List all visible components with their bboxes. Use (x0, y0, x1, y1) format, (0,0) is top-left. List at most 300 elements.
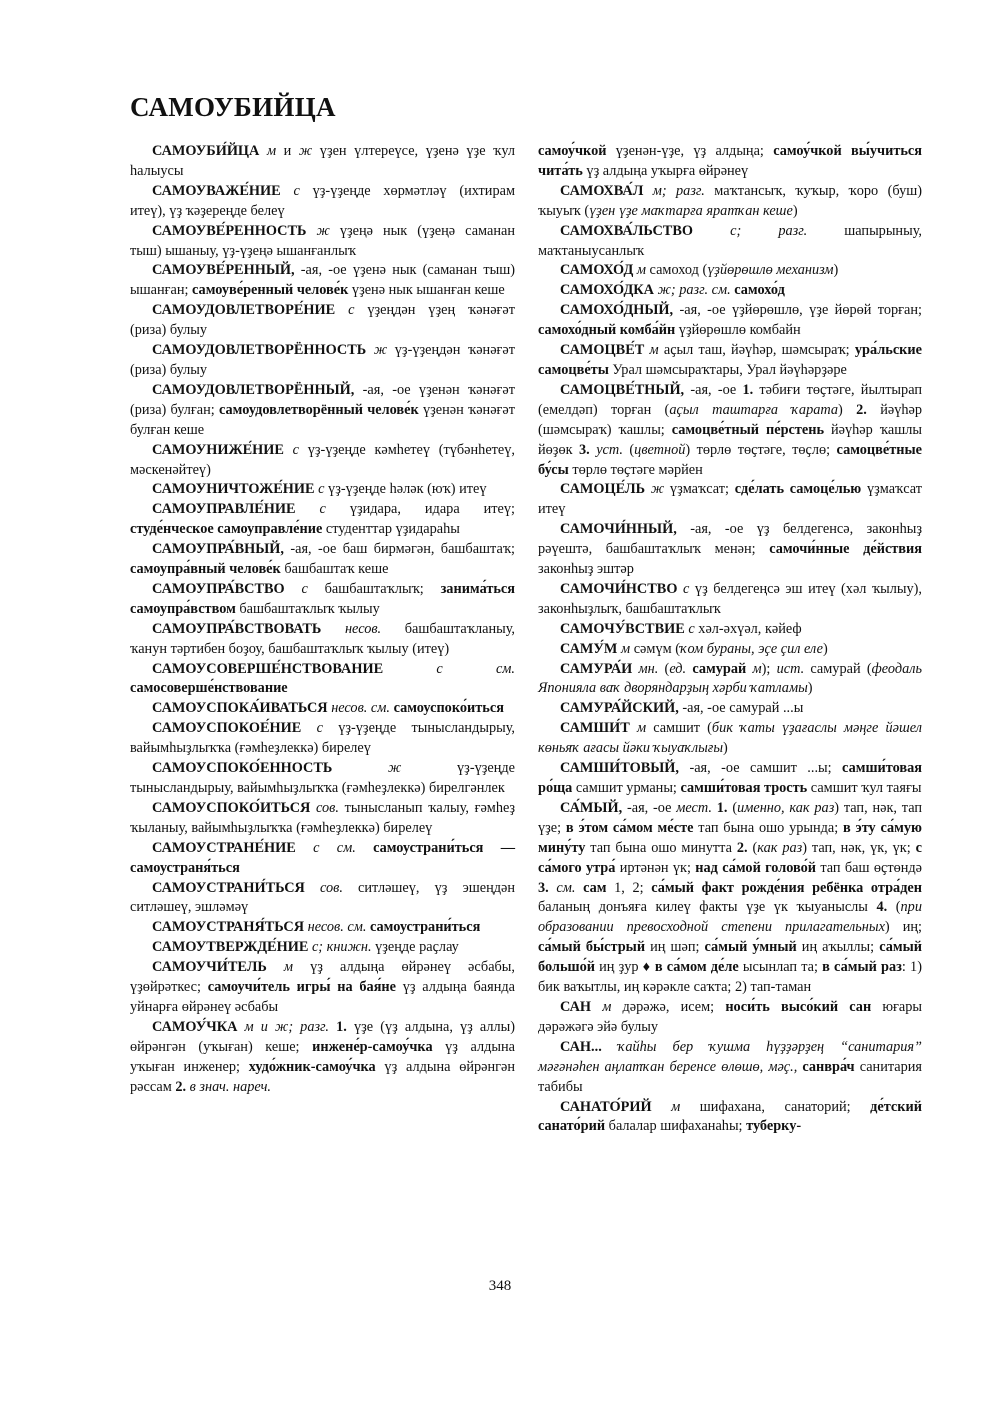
definition-text: үҙеңдән үҙең ҡәнәғәт (риза) булыу (130, 302, 515, 339)
dictionary-entry (130, 759, 515, 799)
dictionary-entry (538, 1098, 922, 1138)
example-phrase: самши́товая ро́ща (538, 760, 922, 796)
example-phrase: 2. (736, 839, 748, 856)
grammar-label: ист. (776, 660, 805, 677)
example-phrase: студе́нческое самоуправле́ние (130, 521, 323, 538)
example-phrase: 3. (579, 441, 590, 458)
grammar-label: с (348, 302, 355, 319)
definition-text: тап бына ошо минутта (585, 839, 737, 856)
definition-text: законһыҙ эштәр (538, 561, 634, 578)
grammar-label: м (636, 262, 646, 279)
definition-text: баланың донъяға килеү факты үҙе үк ҡыуаныслы (538, 899, 877, 916)
dictionary-entry (130, 261, 515, 301)
example-phrase: са́мый у́мный (704, 939, 797, 956)
example-phrase: в са́мый раз (822, 959, 902, 976)
definition-text: үҙ алдыңа баянда уйнарға өйрәнеү әсбабы (130, 979, 515, 1015)
definition-text: -ая, -ое (684, 381, 743, 398)
example-phrase: 2. (856, 401, 867, 418)
headword: САМОЦЕ́ЛЬ (560, 481, 646, 498)
grammar-label: м и ж; разг. (244, 1018, 330, 1035)
example-phrase: самши́товая трость (680, 780, 808, 796)
dictionary-entry (130, 441, 515, 481)
definition-text (652, 1099, 672, 1115)
definition-text: -ая, -ое үҙ белдегенсә, законһыҙ рәүештә, башбаштаҡлыҡ менән; (538, 521, 922, 558)
example-phrase: сде́лать самоце́лью (734, 481, 862, 498)
definition-text: ( (658, 660, 670, 677)
grammar-label: с см. (436, 660, 515, 677)
headword: САМОУНИЖЕ́НИЕ (152, 441, 284, 458)
example-phrase: сам (583, 879, 607, 896)
dictionary-entry (538, 261, 922, 281)
definition-text: 1, 2; (606, 879, 652, 896)
page-header: САМОУБИЙЦА (130, 92, 336, 122)
dictionary-entry (538, 799, 922, 998)
headword: САМОУСТРАНИ́ТЬСЯ (152, 879, 305, 896)
definition-text: үҙ-үҙеңде хөрмәтләү (ихтирам итеү), үҙ ҡәҙереңде белеү (130, 182, 515, 219)
definition-text: ) (823, 640, 828, 657)
definition-text: шапырыныу, маҡтаныусанлыҡ (538, 222, 922, 259)
headword: САМОУСПОКОЕ́НИЕ (152, 720, 302, 737)
example-phrase: самоучи́тель игры́ на бая́не (207, 979, 397, 996)
headword: САМОЦВЕ́Т (560, 342, 645, 359)
definition-text: үҙ алдыңа өйрәнеү әсбабы, үҙөйрәткес; (130, 959, 515, 996)
definition-text: ( (887, 899, 901, 916)
grammar-label: с (316, 720, 323, 737)
dictionary-entry (538, 660, 922, 700)
dictionary-entry (130, 938, 515, 958)
definition-text: ысынлап та; (738, 959, 823, 976)
grammar-label: ж (373, 342, 388, 359)
definition-text: үҙмаҡсат итеү (538, 481, 922, 518)
definition-text (259, 143, 267, 159)
dictionary-entry (538, 719, 922, 759)
example-phrase: санвра́ч (802, 1058, 855, 1075)
example-phrase: 1. (716, 799, 728, 816)
definition-text (281, 183, 294, 199)
headword: САМУРА́ЙСКИЙ, (560, 700, 679, 717)
example-phrase: самоустрани́ться (370, 919, 481, 936)
example-phrase: самоуве́ренный челове́к (192, 282, 349, 299)
definition-text: йәүһәр (шәмсыраҡ) ҡашлы; (538, 401, 922, 438)
grammar-label: м (602, 998, 612, 1015)
grammar-label: мн. (638, 660, 659, 677)
dictionary-entry (538, 381, 922, 481)
grammar-label: с см. (313, 839, 356, 856)
example-phrase: ура́льские самоцве́ты (538, 342, 922, 378)
grammar-label: с (292, 441, 300, 458)
headword: САМОУДОВЛЕТВОРЁННОСТЬ (152, 342, 367, 359)
definition-text: сәмүм ( (630, 640, 680, 657)
definition-text: үҙенән-үҙе, үҙ алдыңа; (606, 143, 774, 159)
example-phrase: туберку- (746, 1118, 802, 1135)
definition-text: -ая, -ое үҙенә нык (саманан тыш) ышанған; (130, 262, 515, 299)
definition-text: үҙидара, идара итеү; (325, 501, 515, 518)
grammar-label: м (671, 1098, 681, 1115)
definition-text: самшит ( (646, 720, 712, 737)
headword: САМОЦВЕ́ТНЫЙ, (560, 381, 685, 398)
definition-text: үҙенә нык ышанған кеше (348, 282, 505, 299)
example-phrase: самочи́нные де́йствия (769, 541, 923, 558)
definition-text: ) тап, нәк, үк, үк; (802, 839, 916, 856)
headword: САМШИ́Т (560, 720, 630, 737)
headword: САМОХВА́ЛЬСТВО (560, 222, 693, 239)
grammar-label: с (301, 580, 308, 597)
dictionary-entry (130, 699, 515, 719)
dictionary-entry (538, 620, 922, 640)
dictionary-entry (130, 540, 515, 580)
example-phrase: 4. (876, 899, 888, 916)
definition-text: -ая, -ое баш бирмәгән, башбаштаҡ; (283, 541, 515, 558)
example-phrase: в э́том са́мом ме́сте (565, 819, 694, 836)
definition-text: ( (622, 441, 635, 458)
grammar-label: ж; разг. см. (657, 282, 731, 299)
dictionary-entry (130, 839, 515, 879)
headword: САНАТО́РИЙ (560, 1098, 652, 1115)
definition-text: башбаштаҡлыҡ; (307, 580, 441, 597)
example-phrase: носи́ть высо́кий сан (725, 998, 872, 1015)
dictionary-entry (130, 142, 515, 182)
example-phrase: 2. (175, 1078, 187, 1095)
italic-gloss: при образовании превосходной степени прилагательных (538, 899, 922, 936)
definition-text: үҙ алдыңа уҡырға өйрәнеү (582, 162, 749, 179)
definition-text (321, 621, 345, 637)
grammar-label: с (688, 620, 695, 637)
definition-text: үҙенән ҡәнәғәт булған кеше (130, 401, 516, 438)
dictionary-entry (130, 182, 515, 222)
definition-text: тәбиғи төҫтәге, йылтырап (емелдәп) торған ( (538, 381, 922, 418)
definition-text: ) (807, 680, 813, 697)
definition-text: үҙйөрөшлө комбайн (675, 322, 801, 339)
definition-text (296, 501, 320, 517)
example-phrase: в э́ту са́мую мину́ту (538, 819, 922, 856)
headword: САМОУСОВЕРШЕ́НСТВОВАНИЕ (152, 660, 384, 677)
dictionary-entry (130, 958, 515, 1018)
grammar-label: мест. (676, 799, 712, 816)
example-phrase: са́мый большо́й (538, 939, 923, 976)
dictionary-entry (538, 480, 922, 520)
headword: САМОУПРА́ВСТВОВАТЬ (152, 620, 322, 637)
definition-text: шифахана, санаторий; (680, 1098, 871, 1115)
example-phrase: са́мый бы́стрый (538, 939, 646, 956)
grammar-label: см. (556, 879, 576, 896)
italic-gloss: аҫыл таштарға ҡарата (669, 401, 839, 418)
example-phrase: 3. (538, 879, 549, 896)
headword: САМОУВАЖЕ́НИЕ (152, 182, 281, 199)
example-phrase: самоцве́тные бу́сы (538, 441, 922, 478)
definition-text: ) (723, 740, 728, 757)
definition-text (237, 1019, 244, 1035)
grammar-label: сов. (316, 799, 339, 816)
definition-text (575, 880, 583, 896)
headword: САН... (560, 1038, 602, 1055)
definition-text: тап баш өҫтөндә (816, 859, 922, 876)
definition-text: самоход ( (645, 262, 708, 279)
grammar-label: ж (650, 481, 665, 498)
dictionary-entry (538, 341, 922, 381)
grammar-label: с (683, 580, 690, 597)
dictionary-entry (130, 500, 515, 540)
definition-text: Урал шәмсыраҡтары, Урал йәүһәрҙәре (608, 361, 847, 378)
headword: САМОУВЕ́РЕННЫЙ, (152, 262, 295, 279)
headword: САМОУ́ЧКА (152, 1018, 238, 1035)
definition-text: үҙеңде раҫлау (371, 939, 459, 956)
definition-text (301, 720, 316, 736)
definition-text: үҙ белдегеңсә эш итеү (хәл ҡылыу), законһыҙлыҡ, башбаштаҡлыҡ (538, 580, 922, 617)
definition-text (285, 581, 302, 597)
definition-text (335, 302, 348, 318)
definition-text (267, 959, 284, 975)
definition-text (591, 999, 602, 1015)
grammar-label: несов. (344, 620, 382, 637)
definition-text: башбаштаҡ кеше (280, 561, 389, 578)
grammar-label: сов. (320, 879, 343, 896)
definition-text: тап бына ошо урында; (693, 819, 844, 836)
dictionary-entry (130, 879, 515, 919)
definition-text: иң ҙур (594, 959, 643, 976)
definition-text: үҙе (үҙ алдына, үҙ аллы) өйрәнгән (уҡыған) кеше; (130, 1018, 516, 1055)
grammar-label: м (283, 959, 294, 976)
headword: САМОЧИ́ННЫЙ, (560, 521, 677, 538)
definition-text: ) (838, 401, 857, 418)
headword: САМОУТВЕРЖДЕ́НИЕ (152, 939, 309, 956)
italic-gloss: ҡайһы бер ҡушма һүҙҙәрҙең “санитария” мәғәнәһен аңлатҡан беренсе өлөшө, мәҫ., (538, 1038, 923, 1075)
dictionary-entry (538, 640, 922, 660)
definition-text: тынысланып ҡалыу, ғәмһеҙ ҡыланыу, вайымһыҙлыҡҡа (ғәмһеҙлеккә) бирелеү (130, 799, 515, 836)
example-phrase: с са́мого утра́ (538, 839, 922, 876)
definition-text: -ая, -ое самурай ...ы (678, 700, 804, 717)
dictionary-entry (130, 222, 515, 262)
definition-text: -ая, -ое үҙйөрөшлө, үҙе йөрөй торған; (673, 302, 922, 319)
dictionary-entry (130, 918, 515, 938)
headword: САМУ́М (560, 640, 618, 657)
grammar-label: с (319, 501, 326, 518)
definition-text (284, 442, 293, 458)
example-phrase: самохо́дный комба́йн (538, 322, 676, 339)
definition-text: аҫыл таш, йәүһәр, шәмсыраҡ; (658, 342, 855, 359)
definition-text: санитария табибы (538, 1058, 923, 1095)
italic-gloss: ҡом бураны, эҫе ҫил еле (679, 640, 823, 657)
dictionary-entry (130, 799, 515, 839)
definition-text: хәл-әхүәл, кәйеф (694, 620, 802, 637)
dictionary-entry (130, 620, 515, 660)
definition-text: үҙ-үҙеңде кәмһетеү (түбәнһетеү, мәскенәйтеү) (130, 441, 515, 478)
dictionary-entry (130, 580, 515, 620)
definition-text: ситләшеү, үҙ эшеңдән ситләшеү, эшләмәү (130, 879, 515, 916)
dictionary-entry (538, 998, 922, 1038)
definition-text: ( (727, 799, 738, 816)
dictionary-entry (538, 759, 922, 799)
grammar-label: м (621, 640, 631, 657)
dictionary-entry (130, 719, 515, 759)
headword: САМОЧИ́НСТВО (560, 580, 678, 597)
page-number: 348 (488, 1278, 512, 1294)
example-phrase: самохо́д (734, 282, 785, 299)
dictionary-entry (130, 480, 515, 500)
dictionary-entry (130, 1018, 515, 1098)
example-phrase: самоустрани́ться — самоустраня́ться (130, 839, 516, 876)
headword: САМОУПРА́ВСТВО (152, 580, 285, 597)
definition-text (643, 183, 652, 199)
headword: САМОУДОВЛЕТВОРЁННЫЙ, (152, 381, 355, 398)
definition-text: ( (747, 839, 758, 856)
example-phrase: 1. (742, 381, 754, 398)
definition-text: башбаштаҡлыҡ ҡылыу (235, 600, 380, 617)
definition-text (306, 223, 316, 239)
headword: САМОУВЕ́РЕННОСТЬ (152, 222, 307, 239)
grammar-label: м (649, 342, 659, 359)
definition-text (296, 840, 313, 856)
headword: САМОУДОВЛЕТВОРЕ́НИЕ (152, 302, 336, 319)
definition-text: башбаштаҡланыу, ҡанун тәртибен боҙоу, башбаштаҡлыҡ ҡылыу (итеү) (130, 620, 516, 657)
definition-text: йәүһәр ҡашлы йөҙөк (538, 421, 923, 458)
italic-gloss: бик ҡаты үҙағаслы мәңге йәшел көньяҡ ағасы йәки ҡыуаҡлығы (538, 720, 922, 757)
headword: САН (560, 998, 592, 1015)
headword: САМОЧУ́ВСТВИЕ (560, 620, 685, 637)
definition-text: : 1) бик ваҡытлы, иң кәрәкле саҡта; 2) тап-таман (538, 959, 922, 996)
headword: САМОУСТРАНЕ́НИЕ (152, 839, 296, 856)
definition-text: үҙ алдына өйрәнгән рәссам (130, 1058, 516, 1095)
definition-text (332, 760, 388, 776)
grammar-label: м; разг. (652, 182, 705, 199)
headword: САМОУСПОКО́ЕННОСТЬ (152, 760, 333, 777)
dictionary-entry (538, 222, 922, 262)
example-phrase: самоцве́тный пе́рстень (671, 421, 825, 438)
dictionary-entry (130, 301, 515, 341)
headword: САМОУПРА́ВНЫЙ, (152, 541, 284, 558)
dictionary-entry (130, 381, 515, 441)
grammar-label: уст. (596, 441, 623, 458)
headword: САМОХО́ДНЫЙ, (560, 302, 674, 319)
right-column (538, 142, 922, 1137)
grammar-label: с (293, 182, 300, 199)
example-phrase: ♦ в са́мом де́ле (642, 959, 739, 976)
definition-text: -ая, -ое (622, 799, 677, 816)
definition-text: балалар шифаханаһы; (605, 1118, 747, 1135)
definition-text (602, 1039, 618, 1055)
definition-text: үҙ-үҙеңде тынысландырыу, вайымһыҙлыҡҡа (ғәмһеҙлеккә) бирелгәнлек (130, 760, 516, 796)
definition-text: юғары дәрәжәгә эйә булыу (538, 998, 923, 1035)
definition-text: -ая, -ое үҙенән ҡәнәғәт (риза) булған; (130, 381, 515, 418)
definition-text (630, 720, 637, 736)
definition-text: иң шәп; (645, 939, 705, 956)
definition-text: и (276, 143, 299, 159)
definition-text: төрлө төҫтәге мәрйен (568, 461, 703, 478)
example-phrase: худо́жник-самоу́чка (248, 1058, 376, 1075)
grammar-label: в знач. нареч. (189, 1078, 271, 1095)
example-phrase: де́тский санато́рий (538, 1098, 922, 1135)
italic-gloss: үҙйөрөшлө механизм (707, 262, 834, 279)
headword: САМОХО́Д (560, 262, 634, 279)
grammar-label: ж (388, 760, 402, 777)
example-phrase: самосоверше́нствование (130, 680, 288, 697)
dictionary-entry (538, 281, 922, 301)
grammar-label: несов. см. (307, 919, 367, 936)
grammar-label: ж (298, 143, 313, 159)
example-phrase: занима́ться самоупра́вством (130, 580, 516, 617)
definition-text: үҙен үлтереүсе, үҙенә үҙе ҡул һалыусы (130, 143, 515, 179)
grammar-label: м (266, 143, 277, 159)
dictionary-entry (538, 580, 922, 620)
definition-text: самшит урманы; (572, 780, 681, 796)
grammar-label: с (318, 481, 325, 498)
headword: САМОУСТРАНЯ́ТЬСЯ (152, 919, 305, 936)
definition-text: үҙ-үҙеңде һәләк (юҡ) итеү (324, 481, 487, 498)
definition-text: үҙ алдына уҡыған инженер; (130, 1038, 515, 1075)
dictionary-entry (538, 699, 922, 719)
headword: САМОУСПОКО́ИТЬСЯ (152, 799, 311, 816)
italic-gloss: как раз (757, 839, 803, 856)
example-phrase: самоудовлетворённый челове́к (219, 401, 419, 418)
definition-text: ) тап, нәк, тап үҙе; (538, 799, 923, 836)
grammar-label: м (752, 660, 762, 677)
dictionary-entry (130, 660, 515, 700)
italic-gloss: феодаль Японияла ваҡ дворяндарҙың хәрби ҡатламы (538, 660, 922, 697)
dictionary-entry (538, 520, 922, 580)
left-column (130, 142, 515, 1098)
headword: САМОУЧИ́ТЕЛЬ (152, 959, 267, 976)
example-phrase: самоупра́вный челове́к (130, 561, 281, 578)
definition-text: самурай ( (804, 660, 872, 677)
dictionary-entry (538, 142, 922, 182)
definition-text: ) (792, 202, 798, 219)
dictionary-entry (538, 1038, 922, 1098)
definition-text: үҙеңә нык (үҙеңә саманан тыш) ышаныу, үҙ-үҙеңә ышанғанлыҡ (130, 222, 515, 259)
headword: САМОХО́ДКА (560, 282, 654, 299)
grammar-label: с; книжн. (311, 939, 372, 956)
example-phrase: самоу́чкой вы́учиться чита́ть (538, 143, 922, 179)
definition-text (693, 223, 730, 239)
headword: САМОУНИЧТОЖЕ́НИЕ (152, 481, 315, 498)
example-phrase: над са́мой голово́й (695, 859, 817, 876)
example-phrase: инжене́р-самоу́чка (312, 1038, 433, 1055)
definition-text (383, 661, 436, 677)
example-phrase: самурай (692, 660, 747, 677)
definition-text: самшит ҡул таяғы (807, 780, 922, 796)
dictionary-entry (538, 301, 922, 341)
definition-text (356, 840, 373, 856)
example-phrase: са́мый факт рожде́ния ребёнка отра́ден (651, 879, 923, 896)
definition-text: иртәнән үк; (615, 859, 696, 876)
grammar-label: м (636, 720, 647, 737)
example-phrase: 1. (336, 1018, 347, 1035)
definition-text: ) төрлө төҫтәге, төҫлө; (685, 441, 837, 458)
grammar-label: ж (316, 222, 330, 239)
dictionary-entry (130, 341, 515, 381)
headword: САМОУПРАВЛЕ́НИЕ (152, 501, 296, 518)
grammar-label: с; разг. (730, 222, 808, 239)
grammar-label: несов. см. (331, 700, 390, 717)
headword: СА́МЫЙ, (560, 799, 623, 816)
definition-text: ) (833, 262, 839, 279)
example-phrase: самоуспоко́иться (393, 700, 504, 717)
dictionary-entry (538, 182, 922, 222)
definition-text (305, 880, 320, 896)
definition-text: -ая, -ое самшит ...ы; (679, 760, 843, 777)
definition-text: үҙмаҡсат; (664, 481, 735, 498)
definition-text (366, 342, 374, 358)
headword: САМУРА́И (560, 660, 633, 677)
definition-text: ); (761, 660, 777, 677)
headword: САМОХВА́Л (560, 182, 644, 199)
definition-text: иң аҡыллы; (796, 939, 880, 956)
definition-text: ) иң; (884, 919, 922, 936)
headword: САМОУБИ́ЙЦА (152, 143, 260, 159)
italic-gloss: цветной (634, 441, 686, 458)
italic-gloss: именно, как раз (737, 799, 835, 816)
headword: САМШИ́ТОВЫЙ, (560, 760, 679, 777)
italic-gloss: үҙен үҙе маҡтарға яратҡан кеше (589, 202, 793, 219)
grammar-label: ед. (669, 660, 687, 677)
